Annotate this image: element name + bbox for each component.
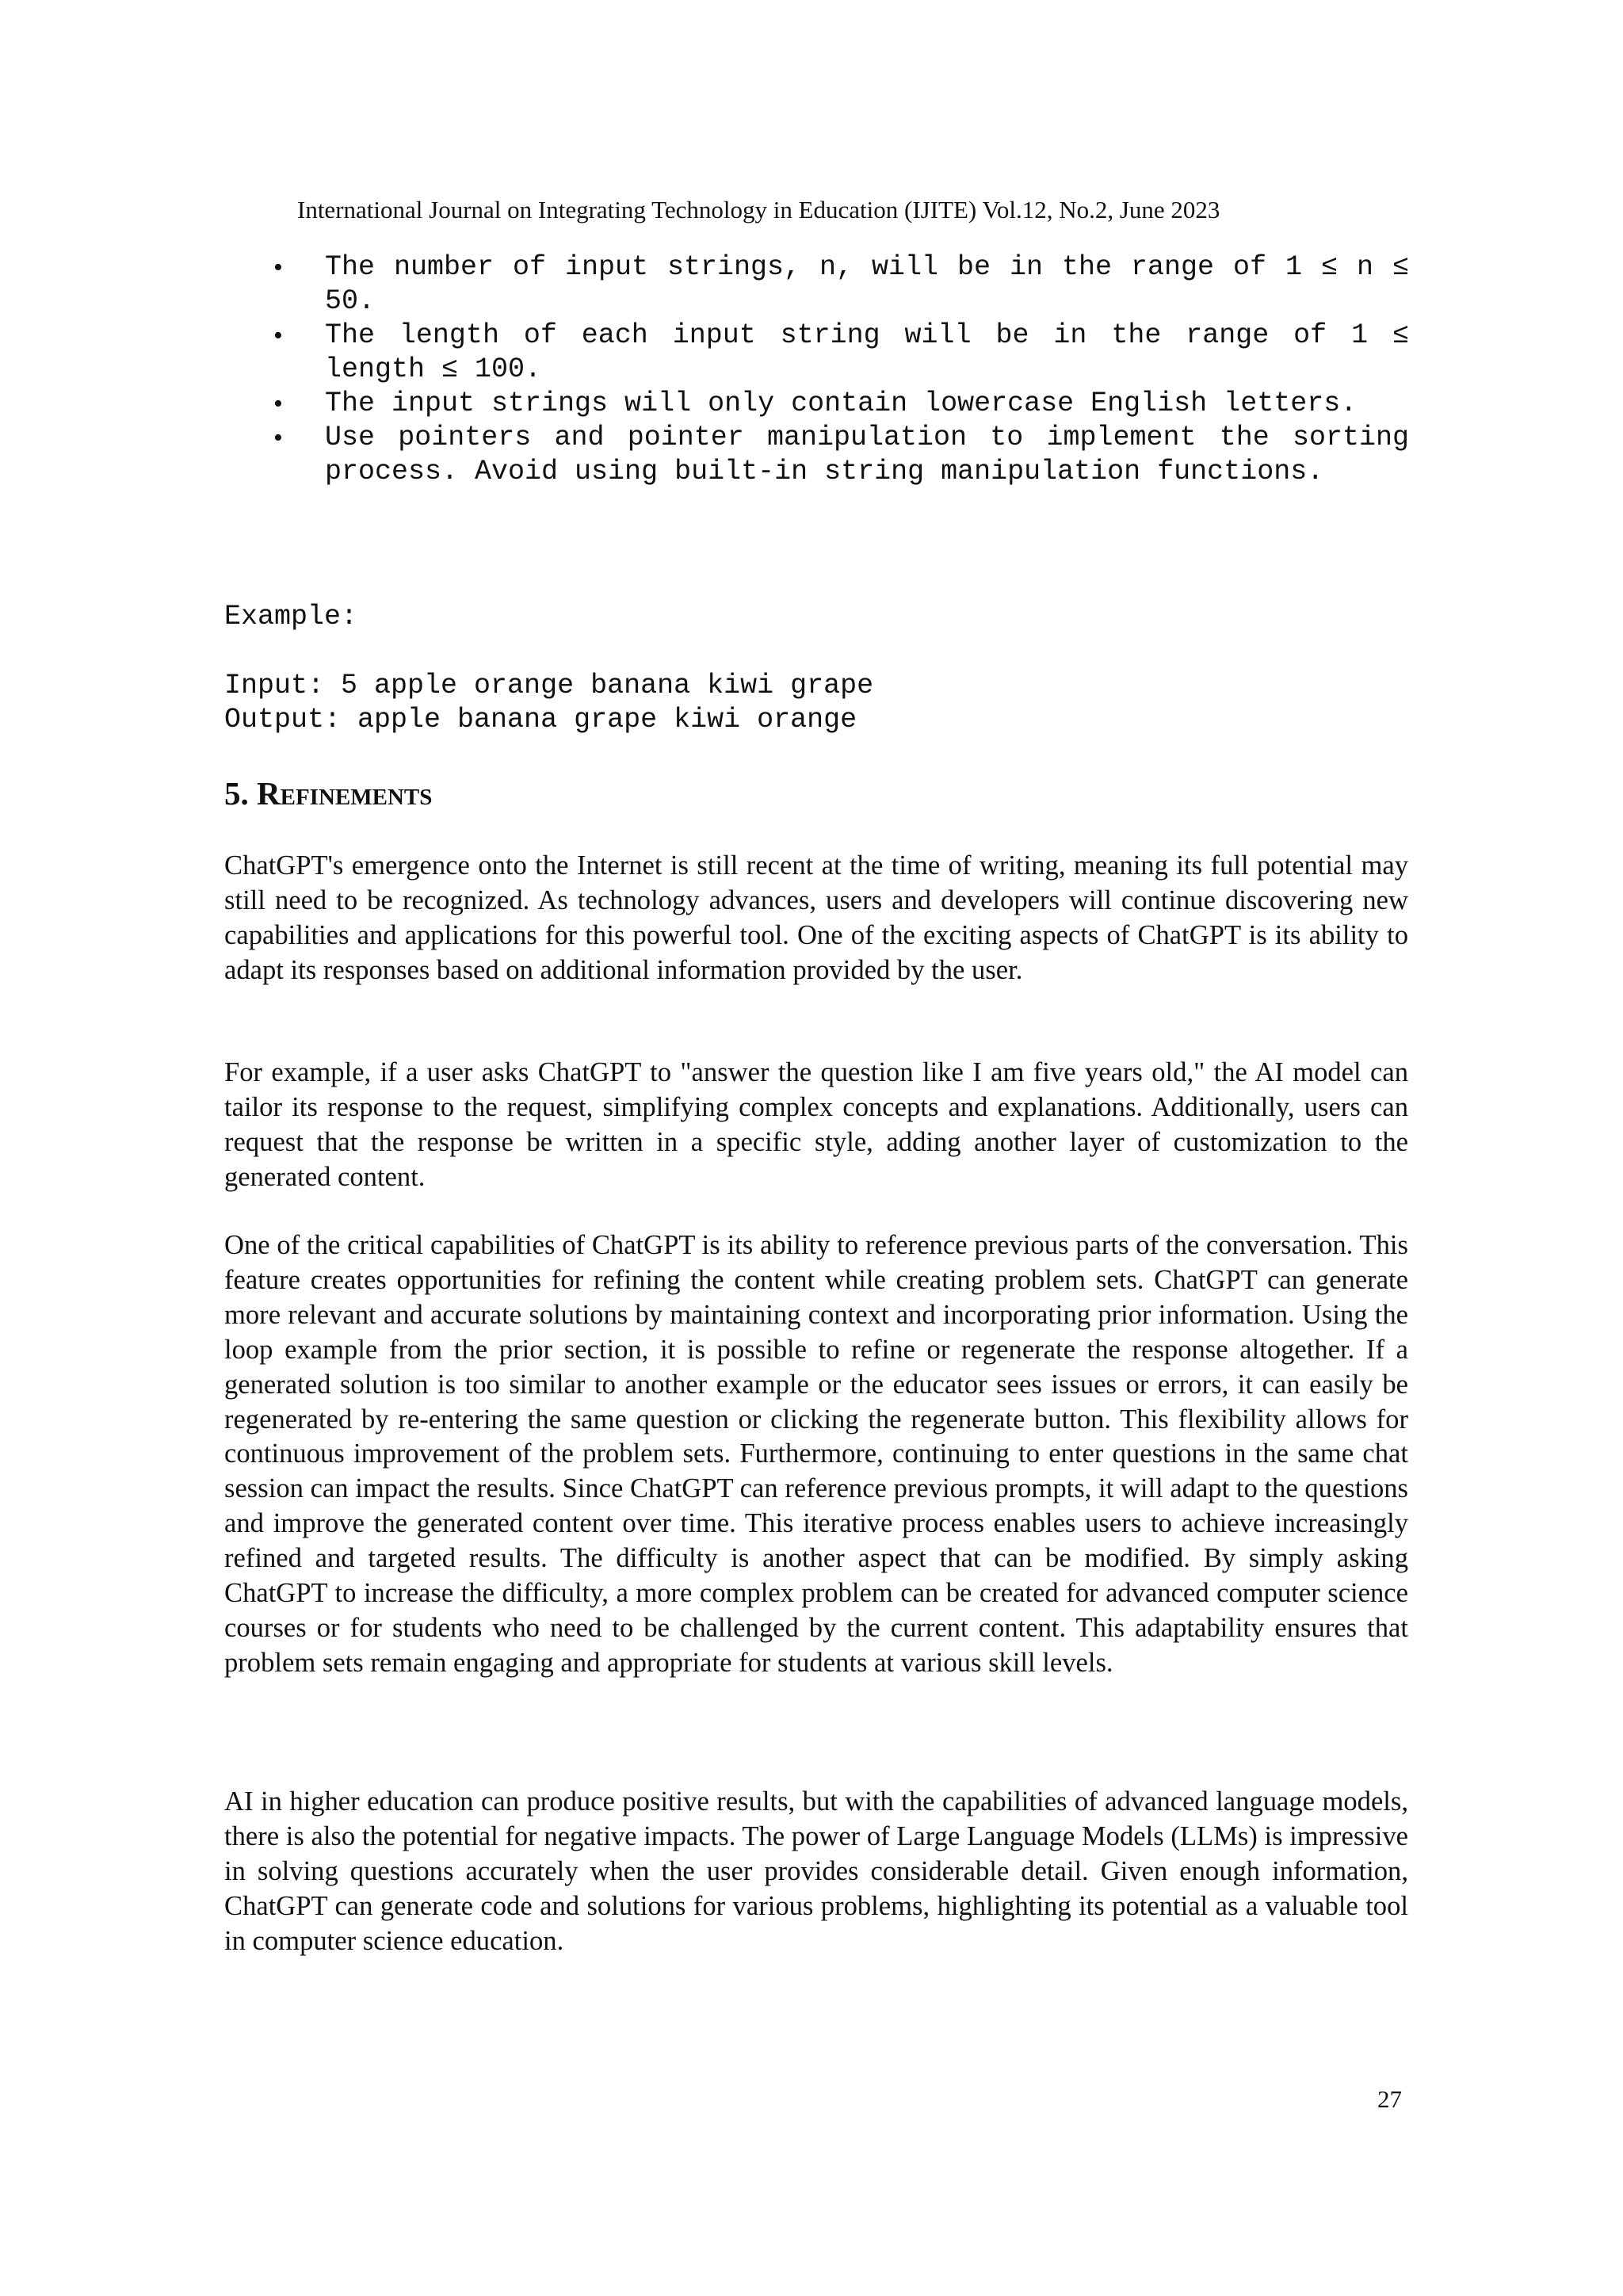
- body-paragraph: One of the critical capabilities of ChatGPT is its ability to reference previous parts of the conversation. This feature creates opportunities for refining the content while creating problem sets. ChatGPT can generate more relevant and accurate solutions by maintaining context and incorporating prior information. Using the loop example from the prior section, it is possible to refine or regenerate the response altogether. If a generated solution is too similar to another example or the educator sees issues or errors, it can easily be regenerated by re-entering the same question or clicking the regenerate button. This flexibility allows for continuous improvement of the problem sets. Furthermore, continuing to enter questions in the same chat session can impact the results. Since ChatGPT can reference previous prompts, it will adapt to the questions and improve the generated content over time. This iterative process enables users to achieve increasingly refined and targeted results. The difficulty is another aspect that can be modified. By simply asking ChatGPT to increase the difficulty, a more complex problem can be created for advanced computer science courses or for students who need to be challenged by the current content. This adaptability ensures that problem sets remain engaging and appropriate for students at various skill levels.: [224, 1230, 1408, 1678]
- list-item-text: The length of each input string will be in the range of 1 ≤ length ≤ 100.: [325, 319, 1409, 385]
- bullet-icon: •: [273, 423, 283, 453]
- list-item: [267, 387, 1409, 421]
- bullet-icon: •: [273, 253, 283, 282]
- list-item: [267, 319, 1409, 387]
- body-paragraph: ChatGPT's emergence onto the Internet is still recent at the time of writing, meaning its full potential may still need to be recognized. As technology advances, users and developers will continue discovering new capabilities and applications for this powerful tool. One of the exciting aspects of ChatGPT is its ability to adapt its responses based on additional information provided by the user.: [224, 850, 1408, 985]
- constraints-list: [267, 250, 1408, 489]
- list-item: [267, 250, 1409, 319]
- list-item-text: The number of input strings, n, will be in the range of 1 ≤ n ≤ 50.: [325, 251, 1409, 317]
- running-header: International Journal on Integrating Technology in Education (IJITE) Vol.12, No.2, June 2023: [297, 196, 1220, 223]
- body-paragraph: For example, if a user asks ChatGPT to "answer the question like I am five years old," the AI model can tailor its response to the request, simplifying complex concepts and explanations. Additionally, users can request that the response be written in a specific style, adding another layer of customization to the generated content.: [224, 1057, 1408, 1192]
- example-label: Example:: [224, 601, 358, 632]
- list-item-text: Use pointers and pointer manipulation to implement the sorting process. Avoid using built-in string manipulation functions.: [325, 422, 1409, 487]
- example-input: Input: 5 apple orange banana kiwi grape: [224, 670, 874, 701]
- example-output: Output: apple banana grape kiwi orange: [224, 704, 857, 735]
- section-heading: [224, 774, 432, 813]
- page-number: 27: [1377, 2085, 1402, 2113]
- section-title: Refinements: [257, 775, 433, 812]
- body-paragraph: AI in higher education can produce positive results, but with the capabilities of advanced language models, there is also the potential for negative impacts. The power of Large Language Models (LLMs) is impressive in solving questions accurately when the user provides considerable detail. Given enough information, ChatGPT can generate code and solutions for various problems, highlighting its potential as a valuable tool in computer science education.: [224, 1786, 1408, 1956]
- bullet-icon: •: [273, 321, 283, 350]
- section-number: 5.: [224, 775, 249, 812]
- bullet-icon: •: [273, 389, 283, 418]
- list-item-text: The input strings will only contain lowercase English letters.: [325, 388, 1358, 419]
- list-item: [267, 421, 1409, 489]
